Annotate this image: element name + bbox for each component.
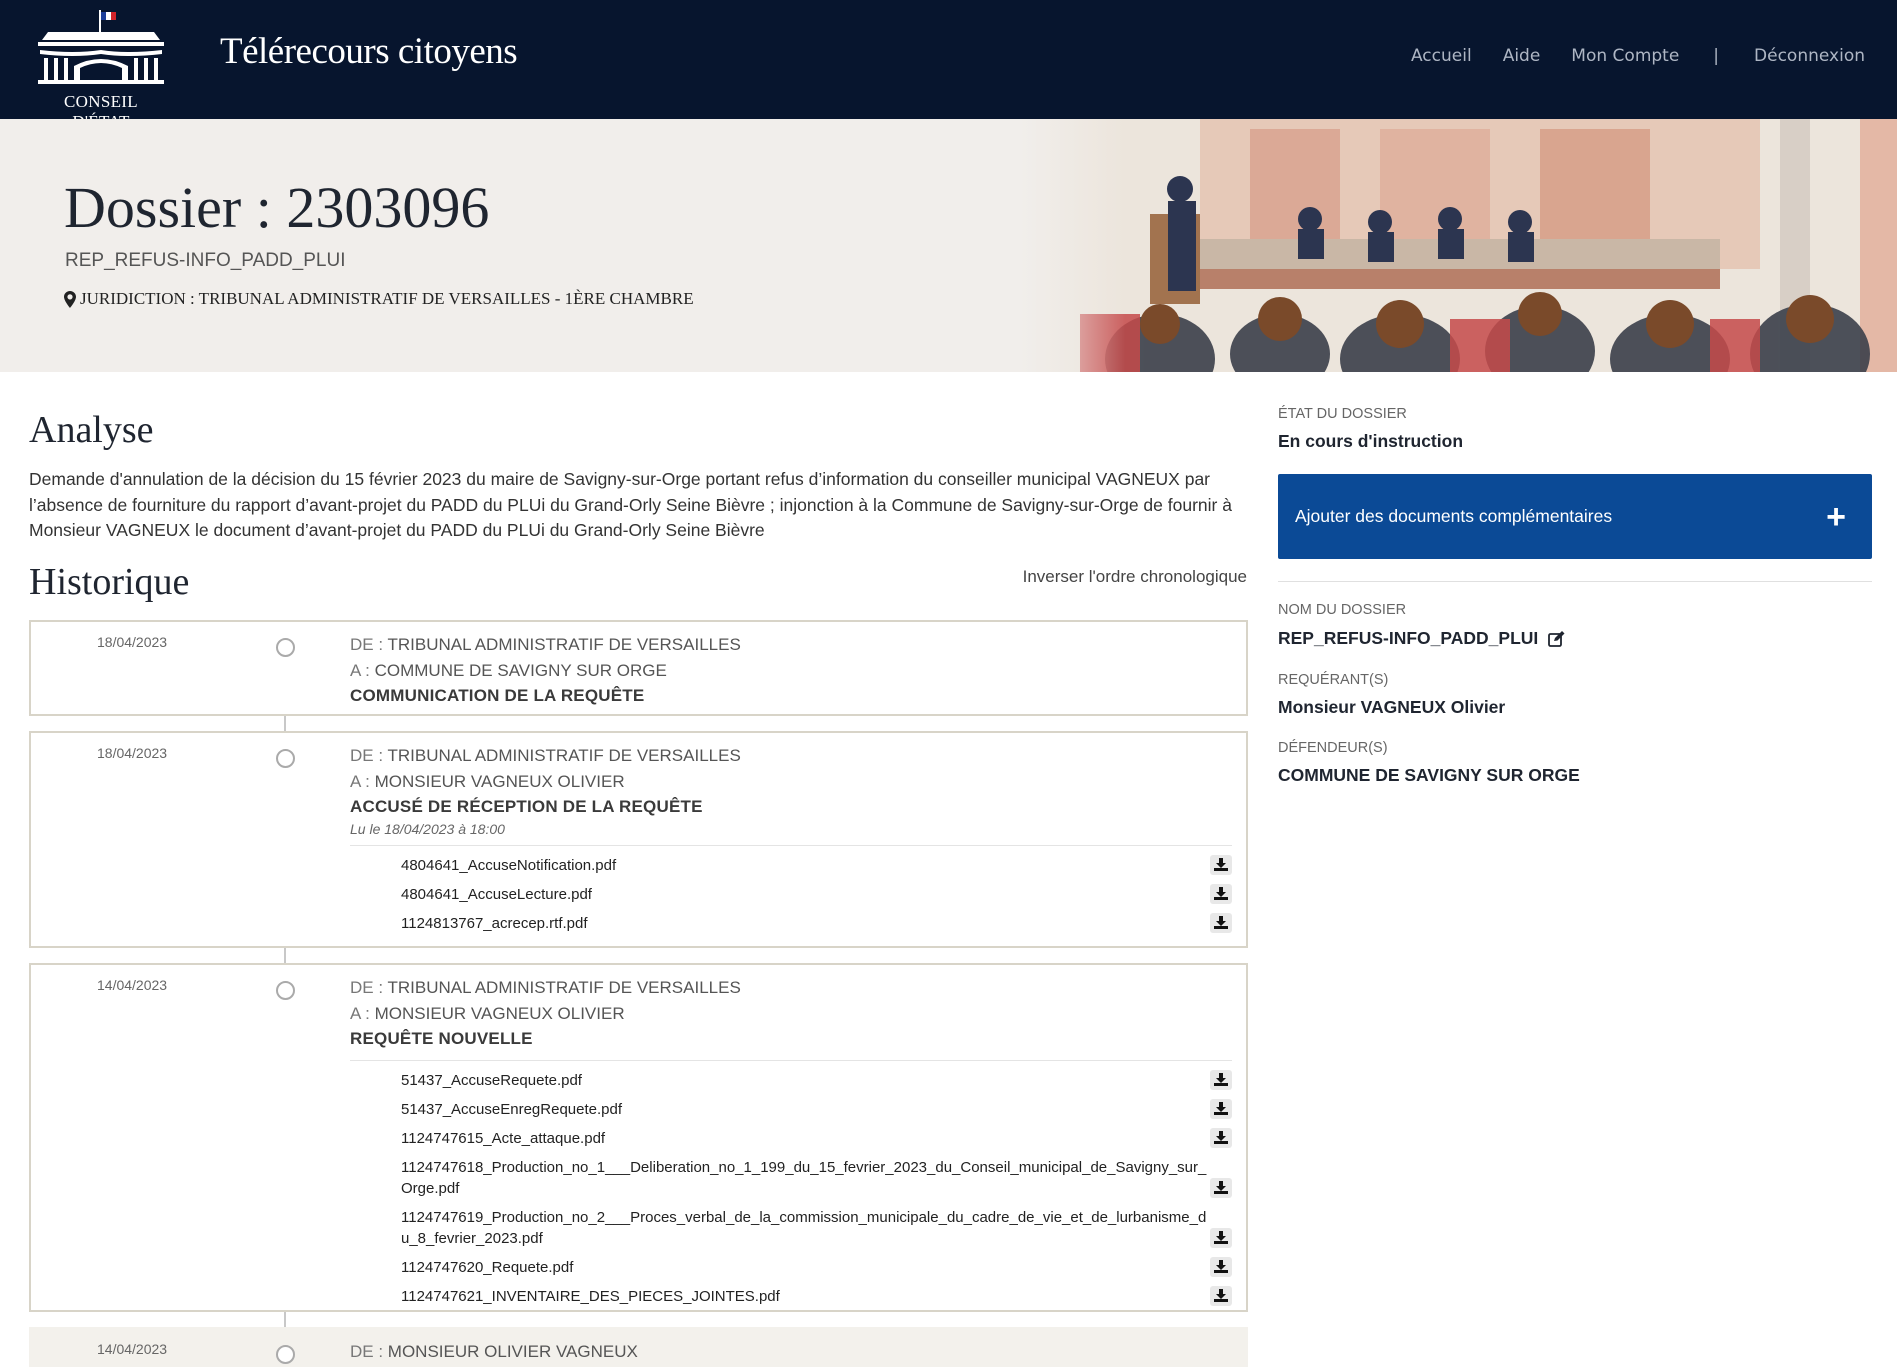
- juridiction: [64, 289, 694, 309]
- entry-read-status: Lu le 18/04/2023 à 18:00: [350, 820, 505, 837]
- requerant-label: REQUÉRANT(S): [1278, 672, 1389, 688]
- download-icon[interactable]: [1210, 1178, 1232, 1198]
- conseil-etat-logo[interactable]: [34, 10, 168, 110]
- nom-label: NOM DU DOSSIER: [1278, 602, 1407, 618]
- analyse-text: Demande d'annulation de la décision du 15 février 2023 du maire de Savigny-sur-Orge portant refus d’information du conseiller municipal VAGNEUX par l’absence de fourniture du rapport d’avant-projet du PADD du PLUi du Grand-Orly Seine Bièvre ; injonction à la Commune de Savigny-sur-Orge de fournir à Monsieur VAGNEUX le document d’avant-projet du PADD du PLUi du Grand-Orly Seine Bièvre: [29, 469, 1232, 540]
- top-navigation: [1380, 46, 1865, 66]
- download-icon[interactable]: [1210, 1099, 1232, 1119]
- nav-mon-compte[interactable]: Mon Compte: [1571, 46, 1680, 66]
- analyse-heading: Analyse: [29, 409, 154, 451]
- file-item: [350, 913, 1232, 934]
- history-entry: [29, 731, 1248, 948]
- nav-aide[interactable]: Aide: [1502, 46, 1541, 66]
- file-name[interactable]: 51437_AccuseRequete.pdf: [401, 1071, 582, 1089]
- file-list: [350, 845, 1232, 934]
- edit-icon[interactable]: [1548, 631, 1565, 647]
- entry-date: 18/04/2023: [97, 634, 168, 650]
- nav-deconnexion[interactable]: Déconnexion: [1754, 46, 1865, 66]
- file-item: [350, 884, 1232, 905]
- site-title[interactable]: Télérecours citoyens: [220, 31, 518, 72]
- history-entry: [29, 620, 1248, 716]
- add-documents-button[interactable]: [1278, 474, 1872, 559]
- file-list: [350, 1060, 1232, 1307]
- file-item: [350, 1128, 1232, 1149]
- plus-icon: +: [1826, 497, 1846, 536]
- invert-order-link[interactable]: Inverser l'ordre chronologique: [1022, 567, 1247, 586]
- timeline-dot: [276, 981, 295, 1000]
- download-icon[interactable]: [1210, 1128, 1232, 1148]
- defendeur-label: DÉFENDEUR(S): [1278, 740, 1388, 756]
- entry-to: A : MONSIEUR VAGNEUX OLIVIER: [350, 1003, 625, 1023]
- file-item: [350, 1099, 1232, 1120]
- entry-date: 14/04/2023: [97, 977, 168, 993]
- nav-separator: |: [1713, 46, 1720, 66]
- timeline-dot: [276, 749, 295, 768]
- etat-value: En cours d'instruction: [1278, 431, 1464, 451]
- courtroom-illustration: [1020, 119, 1897, 372]
- file-item: [350, 1207, 1232, 1249]
- file-name[interactable]: 1124747615_Acte_attaque.pdf: [401, 1129, 606, 1147]
- logo-text: CONSEIL: [64, 92, 138, 111]
- dossier-code: REP_REFUS-INFO_PADD_PLUI: [65, 250, 346, 271]
- top-header: [0, 0, 1897, 119]
- file-item: [350, 1286, 1232, 1307]
- nom-value: REP_REFUS-INFO_PADD_PLUI: [1278, 628, 1539, 648]
- entry-date: 14/04/2023: [97, 1341, 168, 1357]
- history-entry: [29, 1327, 1248, 1367]
- entry-from: DE : MONSIEUR OLIVIER VAGNEUX: [350, 1342, 638, 1361]
- download-icon[interactable]: [1210, 1286, 1232, 1306]
- entry-type: REQUÊTE NOUVELLE: [350, 1029, 533, 1048]
- dossier-banner: [0, 119, 1897, 372]
- entry-type: COMMUNICATION DE LA REQUÊTE: [350, 686, 645, 705]
- entry-to: A : COMMUNE DE SAVIGNY SUR ORGE: [350, 660, 667, 680]
- file-name[interactable]: 1124747618_Production_no_1___Deliberation_no_1_199_du_15_fevrier_2023_du_Conseil_municipal_de_Savigny_sur_Orge.pdf: [401, 1158, 1207, 1197]
- sidebar-divider: [1278, 581, 1872, 582]
- dossier-title: Dossier : 2303096: [64, 175, 490, 240]
- download-icon[interactable]: [1210, 1257, 1232, 1277]
- download-icon[interactable]: [1210, 884, 1232, 904]
- nom-row: [1278, 628, 1565, 649]
- file-name[interactable]: 4804641_AccuseLecture.pdf: [401, 885, 592, 903]
- download-icon[interactable]: [1210, 1070, 1232, 1090]
- file-item: [350, 1257, 1232, 1278]
- timeline-dot: [276, 638, 295, 657]
- file-name[interactable]: 1124747619_Production_no_2___Proces_verbal_de_la_commission_municipale_du_cadre_de_vie_et_de_lurbanisme_du_8_fevrier_2023.pdf: [401, 1208, 1207, 1247]
- entry-date: 18/04/2023: [97, 745, 168, 761]
- download-icon[interactable]: [1210, 913, 1232, 933]
- file-item: [350, 1157, 1232, 1199]
- entry-type: ACCUSÉ DE RÉCEPTION DE LA REQUÊTE: [350, 797, 703, 816]
- file-name[interactable]: 1124747621_INVENTAIRE_DES_PIECES_JOINTES.pdf: [401, 1287, 780, 1305]
- file-name[interactable]: 4804641_AccuseNotification.pdf: [401, 856, 617, 874]
- historique-heading: Historique: [29, 561, 190, 603]
- entry-from: DE : TRIBUNAL ADMINISTRATIF DE VERSAILLES: [350, 746, 741, 765]
- defendeur-value: COMMUNE DE SAVIGNY SUR ORGE: [1278, 765, 1580, 785]
- entry-from: DE : TRIBUNAL ADMINISTRATIF DE VERSAILLES: [350, 978, 741, 997]
- map-marker-icon: [64, 291, 76, 308]
- requerant-value: Monsieur VAGNEUX Olivier: [1278, 697, 1506, 717]
- palais-royal-icon: [34, 10, 168, 90]
- file-item: [350, 855, 1232, 876]
- etat-label: ÉTAT DU DOSSIER: [1278, 406, 1407, 422]
- file-item: [350, 1070, 1232, 1091]
- add-documents-label: Ajouter des documents complémentaires: [1295, 506, 1613, 526]
- download-icon[interactable]: [1210, 855, 1232, 875]
- entry-to: A : MONSIEUR VAGNEUX OLIVIER: [350, 771, 625, 791]
- history-entry: [29, 963, 1248, 1312]
- file-name[interactable]: 1124747620_Requete.pdf: [401, 1258, 574, 1276]
- file-name[interactable]: 51437_AccuseEnregRequete.pdf: [401, 1100, 623, 1118]
- entry-from: DE : TRIBUNAL ADMINISTRATIF DE VERSAILLES: [350, 635, 741, 654]
- nav-accueil[interactable]: Accueil: [1410, 46, 1472, 66]
- juridiction-text: JURIDICTION : TRIBUNAL ADMINISTRATIF DE VERSAILLES - 1ÈRE CHAMBRE: [80, 289, 694, 308]
- download-icon[interactable]: [1210, 1228, 1232, 1248]
- file-name[interactable]: 1124813767_acrecep.rtf.pdf: [401, 914, 588, 932]
